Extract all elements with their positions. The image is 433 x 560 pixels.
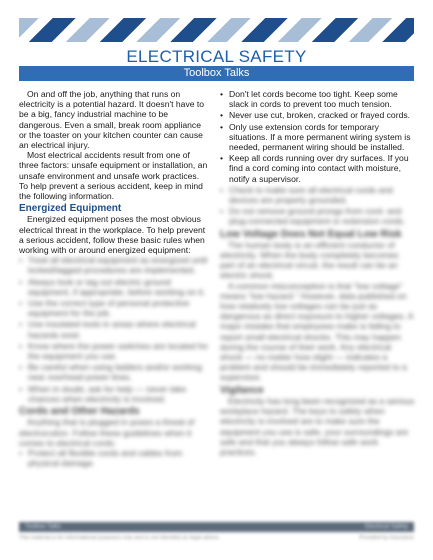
vigilance-text: Electricity has long been recognized as a serious workplace hazard. The keys to safety when electricity is involved are to make sure the equipment you use is safe, your surroundings are safe and that you always follow safe work practices.	[220, 395, 415, 457]
list-item: • Keep all cords running over dry surfaces. If you find a cord coming into contact with moisture, notify a supervisor.	[220, 153, 415, 184]
list-item: • Check to make sure all electrical cords and devices are properly grounded.	[220, 185, 415, 205]
list-item: • Never use cut, broken, cracked or frayed cords.	[220, 110, 415, 120]
low-voltage-text-1: The human body is an efficient conductor of electricity. When the body completely becomes part of an electrical circuit, the result can be an electric shock.	[220, 239, 399, 281]
low-voltage-heading: Low Voltage Does Not Equal Low Risk	[220, 228, 402, 240]
energized-text-visible	[19, 214, 209, 255]
list-item: • Be careful when using ladders and/or working near overhead power lines.	[19, 362, 209, 382]
right-bullet-list	[220, 89, 415, 184]
footer-disclaimer: This material is for informational purposes only and is not intended as legal advice.	[19, 535, 221, 541]
list-item: • Don't let cords become too tight. Keep some slack in cords to prevent too much tension.	[220, 89, 415, 109]
energized-bullet-list	[19, 255, 209, 404]
footer-provider: Provided by Insurance	[359, 535, 414, 541]
list-item: • Know where the power switches are located for the equipment you use.	[19, 341, 209, 361]
footer-right-label: Electrical Safety	[364, 524, 408, 530]
energized-equipment-heading: Energized Equipment	[19, 203, 122, 215]
page-subtitle: Toolbox Talks	[19, 66, 414, 81]
energized-text: Energized equipment poses the most obvious electrical threat in the workplace. To help prevent a serious accident, follow these basic rules when working with or around energized equipment:	[19, 214, 206, 256]
footer-note	[19, 535, 414, 541]
right-blurred-section	[220, 185, 415, 457]
right-blurred-bullet-list	[220, 185, 415, 227]
left-blurred-section	[19, 255, 209, 468]
intro-paragraph-2: Most electrical accidents result from one of three factors: unsafe equipment or installation, an unsafe environment and unsafe work practices. To help prevent a serious accident, keep in mind the following information.	[19, 150, 208, 202]
list-item: • Do not remove ground prongs from cord- and plug-connected equipment or extension cords.	[220, 206, 415, 226]
left-column	[19, 89, 209, 469]
page-title: ELECTRICAL SAFETY	[126, 47, 307, 66]
list-item: • Treat all electrical equipment as energized until locked/tagged procedures are implemented.	[19, 255, 209, 275]
list-item: • Use the correct type of personal protective equipment for the job.	[19, 298, 209, 318]
low-voltage-text-2: A common misconception is that "low voltage" means "low hazard." However, data published on how relatively low voltages can be just as dangerous as direct exposure to higher voltages. A major mistake that employees make is failing to report small electrical shocks. This may happen during the course of their work. Any electrical shock — no matter how slight — indicates a problem and should be immediately reported to a supervisor.	[220, 280, 414, 383]
cords-bullet-list	[19, 448, 209, 468]
cords-heading: Cords and Other Hazards	[19, 406, 140, 418]
list-item: • Always look or tag out electric ground equipment, if appropriate, before working on it.	[19, 277, 209, 297]
right-column	[220, 89, 415, 457]
vigilance-heading: Vigilance	[220, 384, 264, 396]
list-item: • Only use extension cords for temporary situations. If a more permanent wiring system is needed, permanent wiring should be installed.	[220, 122, 415, 153]
footer-left-label: Toolbox Talks	[25, 524, 61, 530]
list-item: • Use insulated tools in areas where electrical hazards exist.	[19, 319, 209, 339]
intro-paragraph-1: On and off the job, anything that runs on electricity is a potential hazard. It doesn't have to be a big, fancy industrial machine to be dangerous. Even a small, break room appliance or the toaster on your kitchen counter can cause an electrical injury.	[19, 89, 205, 151]
header-stripe-band	[19, 18, 414, 42]
list-item: • Protect all flexible cords and cables from physical damage.	[19, 448, 209, 468]
footer-bar	[19, 522, 414, 532]
cords-text: Anything that is plugged in poses a threat of electrocution. Follow these guidelines when it comes to electrical cords:	[19, 417, 195, 448]
list-item: • When in doubt, ask for help — never take chances when electricity is involved.	[19, 384, 209, 404]
